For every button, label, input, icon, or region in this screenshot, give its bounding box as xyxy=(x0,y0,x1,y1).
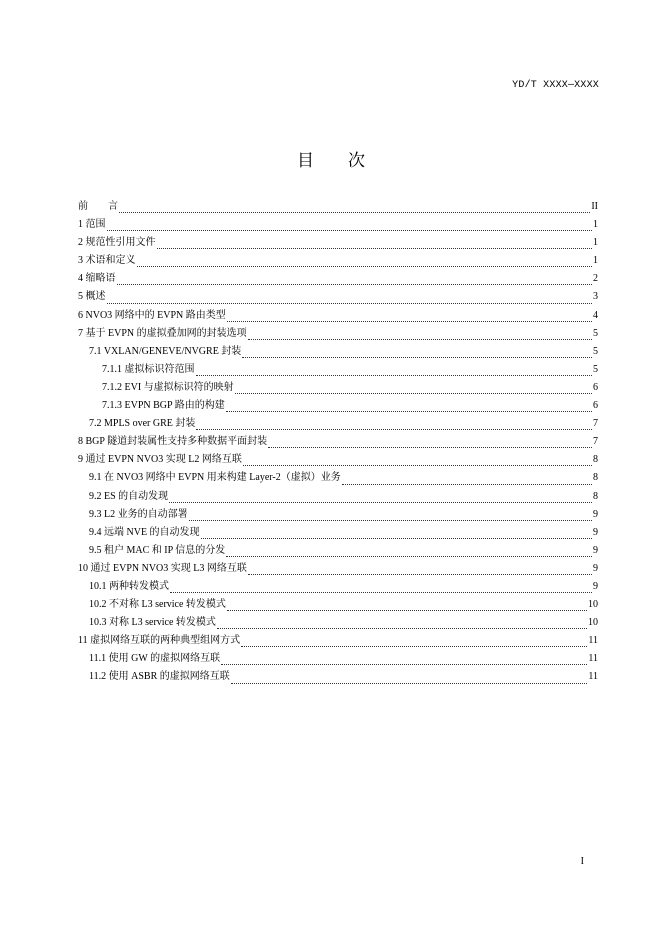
toc-dot-leader xyxy=(217,627,587,629)
toc-dot-leader xyxy=(117,283,593,285)
toc-dot-leader xyxy=(248,338,592,340)
toc-entry-label: 7.2 MPLS over GRE 封装 xyxy=(89,418,196,430)
toc-entry[interactable] xyxy=(78,415,598,433)
toc-dot-leader xyxy=(137,265,593,267)
toc-entry-label: 7 基于 EVPN 的虚拟叠加网的封装选项 xyxy=(78,327,247,339)
toc-dot-leader xyxy=(157,247,593,249)
toc-entry[interactable] xyxy=(78,198,598,216)
toc-entry-page: 11 xyxy=(588,653,598,665)
toc-entry-page: 8 xyxy=(593,490,598,502)
toc-entry[interactable] xyxy=(78,307,598,325)
toc-entry[interactable] xyxy=(78,397,598,415)
toc-entry[interactable] xyxy=(78,488,598,506)
page-title: 目次 xyxy=(297,151,399,171)
toc-entry-page: 9 xyxy=(593,526,598,538)
toc-entry-page: 4 xyxy=(593,309,598,321)
toc-entry-page: 1 xyxy=(593,255,598,267)
toc-entry-page: 1 xyxy=(593,219,598,231)
toc-dot-leader xyxy=(107,302,593,304)
toc-entry[interactable] xyxy=(78,506,598,524)
toc-entry[interactable] xyxy=(78,288,598,306)
toc-dot-leader xyxy=(231,682,588,684)
toc-dot-leader xyxy=(196,374,593,376)
toc-entry-label: 9 通过 EVPN NVO3 实现 L2 网络互联 xyxy=(78,454,242,466)
toc-entry-page: II xyxy=(591,201,598,212)
toc-entry-label: 9.3 L2 业务的自动部署 xyxy=(89,508,188,520)
toc-entry-page: 2 xyxy=(593,273,598,285)
toc-entry[interactable] xyxy=(78,361,598,379)
toc-entry-page: 6 xyxy=(593,400,598,412)
toc-entry-label: 6 NVO3 网络中的 EVPN 路由类型 xyxy=(78,309,226,321)
toc-dot-leader xyxy=(201,537,592,539)
toc-entry[interactable] xyxy=(78,524,598,542)
toc-entry[interactable] xyxy=(78,433,598,451)
toc-entry-page: 6 xyxy=(593,381,598,393)
toc-entry[interactable] xyxy=(78,325,598,343)
toc-entry-label: 9.2 ES 的自动发现 xyxy=(89,490,169,502)
toc-entry-label: 10.2 不对称 L3 service 转发模式 xyxy=(89,599,226,611)
toc-entry[interactable] xyxy=(78,560,598,578)
toc-entry-label: 10.3 对称 L3 service 转发模式 xyxy=(89,617,216,629)
toc-entry[interactable] xyxy=(78,343,598,361)
toc-dot-leader xyxy=(268,446,592,448)
toc-entry[interactable] xyxy=(78,650,598,668)
toc-entry-page: 8 xyxy=(593,472,598,484)
toc-entry-label: 2 规范性引用文件 xyxy=(78,237,156,249)
table-of-contents xyxy=(78,198,598,687)
toc-dot-leader xyxy=(241,645,587,647)
toc-entry-page: 5 xyxy=(593,363,598,375)
toc-dot-leader xyxy=(342,483,592,485)
toc-entry-label: 11.1 使用 GW 的虚拟网络互联 xyxy=(89,653,221,665)
toc-entry-label: 5 概述 xyxy=(78,291,106,303)
toc-dot-leader xyxy=(226,555,592,557)
toc-entry-label: 9.1 在 NVO3 网络中 EVPN 用来构建 Layer-2（虚拟）业务 xyxy=(89,472,341,484)
toc-entry-page: 11 xyxy=(588,671,598,683)
toc-dot-leader xyxy=(243,464,592,466)
toc-entry-label: 7.1.2 EVI 与虚拟标识符的映射 xyxy=(102,381,234,393)
toc-dot-leader xyxy=(196,428,592,430)
toc-entry[interactable] xyxy=(78,632,598,650)
toc-dot-leader xyxy=(227,320,592,322)
toc-entry-page: 1 xyxy=(593,237,598,249)
toc-dot-leader xyxy=(169,501,592,503)
toc-entry-label: 11.2 使用 ASBR 的虚拟网络互联 xyxy=(89,671,230,683)
toc-entry[interactable] xyxy=(78,451,598,469)
toc-entry-label: 3 术语和定义 xyxy=(78,255,136,267)
toc-dot-leader xyxy=(248,573,592,575)
toc-entry-label: 7.1.1 虚拟标识符范围 xyxy=(102,363,195,375)
toc-entry-page: 7 xyxy=(593,418,598,430)
toc-entry-label: 7.1.3 EVPN BGP 路由的构建 xyxy=(102,400,225,412)
toc-entry[interactable] xyxy=(78,469,598,487)
toc-entry-label: 9.4 远端 NVE 的自动发现 xyxy=(89,526,200,538)
toc-entry-label: 前 言 xyxy=(78,201,118,212)
toc-entry-page: 9 xyxy=(593,508,598,520)
toc-entry-page: 9 xyxy=(593,544,598,556)
toc-dot-leader xyxy=(170,591,592,593)
toc-entry[interactable] xyxy=(78,614,598,632)
toc-entry-page: 8 xyxy=(593,454,598,466)
toc-entry[interactable] xyxy=(78,578,598,596)
toc-dot-leader xyxy=(221,663,587,665)
toc-entry-label: 9.5 租户 MAC 和 IP 信息的分发 xyxy=(89,544,226,556)
toc-entry[interactable] xyxy=(78,234,598,252)
toc-dot-leader xyxy=(189,519,592,521)
toc-entry[interactable] xyxy=(78,379,598,397)
toc-dot-leader xyxy=(242,356,592,358)
toc-entry-label: 1 范围 xyxy=(78,219,106,231)
toc-dot-leader xyxy=(119,211,590,213)
toc-entry-label: 10 通过 EVPN NVO3 实现 L3 网络互联 xyxy=(78,562,247,574)
toc-entry[interactable] xyxy=(78,252,598,270)
toc-dot-leader xyxy=(226,410,592,412)
toc-entry[interactable] xyxy=(78,216,598,234)
toc-entry-page: 7 xyxy=(593,436,598,448)
toc-entry-label: 11 虚拟网络互联的两种典型组网方式 xyxy=(78,635,241,647)
toc-entry-label: 10.1 两种转发模式 xyxy=(89,580,169,592)
toc-entry-page: 10 xyxy=(588,599,598,611)
toc-entry-label: 7.1 VXLAN/GENEVE/NVGRE 封装 xyxy=(89,345,242,357)
toc-entry-page: 5 xyxy=(593,345,598,357)
toc-entry-page: 9 xyxy=(593,562,598,574)
page-number: I xyxy=(580,856,584,867)
toc-entry-label: 4 缩略语 xyxy=(78,273,116,285)
toc-entry-page: 10 xyxy=(588,617,598,629)
toc-entry-label: 8 BGP 隧道封装属性支持多种数据平面封装 xyxy=(78,436,268,448)
toc-entry[interactable] xyxy=(78,270,598,288)
toc-entry-page: 5 xyxy=(593,327,598,339)
toc-entry[interactable] xyxy=(78,596,598,614)
toc-dot-leader xyxy=(235,392,592,394)
toc-dot-leader xyxy=(227,609,587,611)
toc-entry-page: 11 xyxy=(588,635,598,647)
toc-entry-page: 3 xyxy=(593,291,598,303)
toc-entry[interactable] xyxy=(78,542,598,560)
toc-entry-page: 9 xyxy=(593,580,598,592)
document-code: YD/T XXXX—XXXX xyxy=(512,80,599,91)
toc-dot-leader xyxy=(107,229,593,231)
toc-entry[interactable] xyxy=(78,668,598,686)
